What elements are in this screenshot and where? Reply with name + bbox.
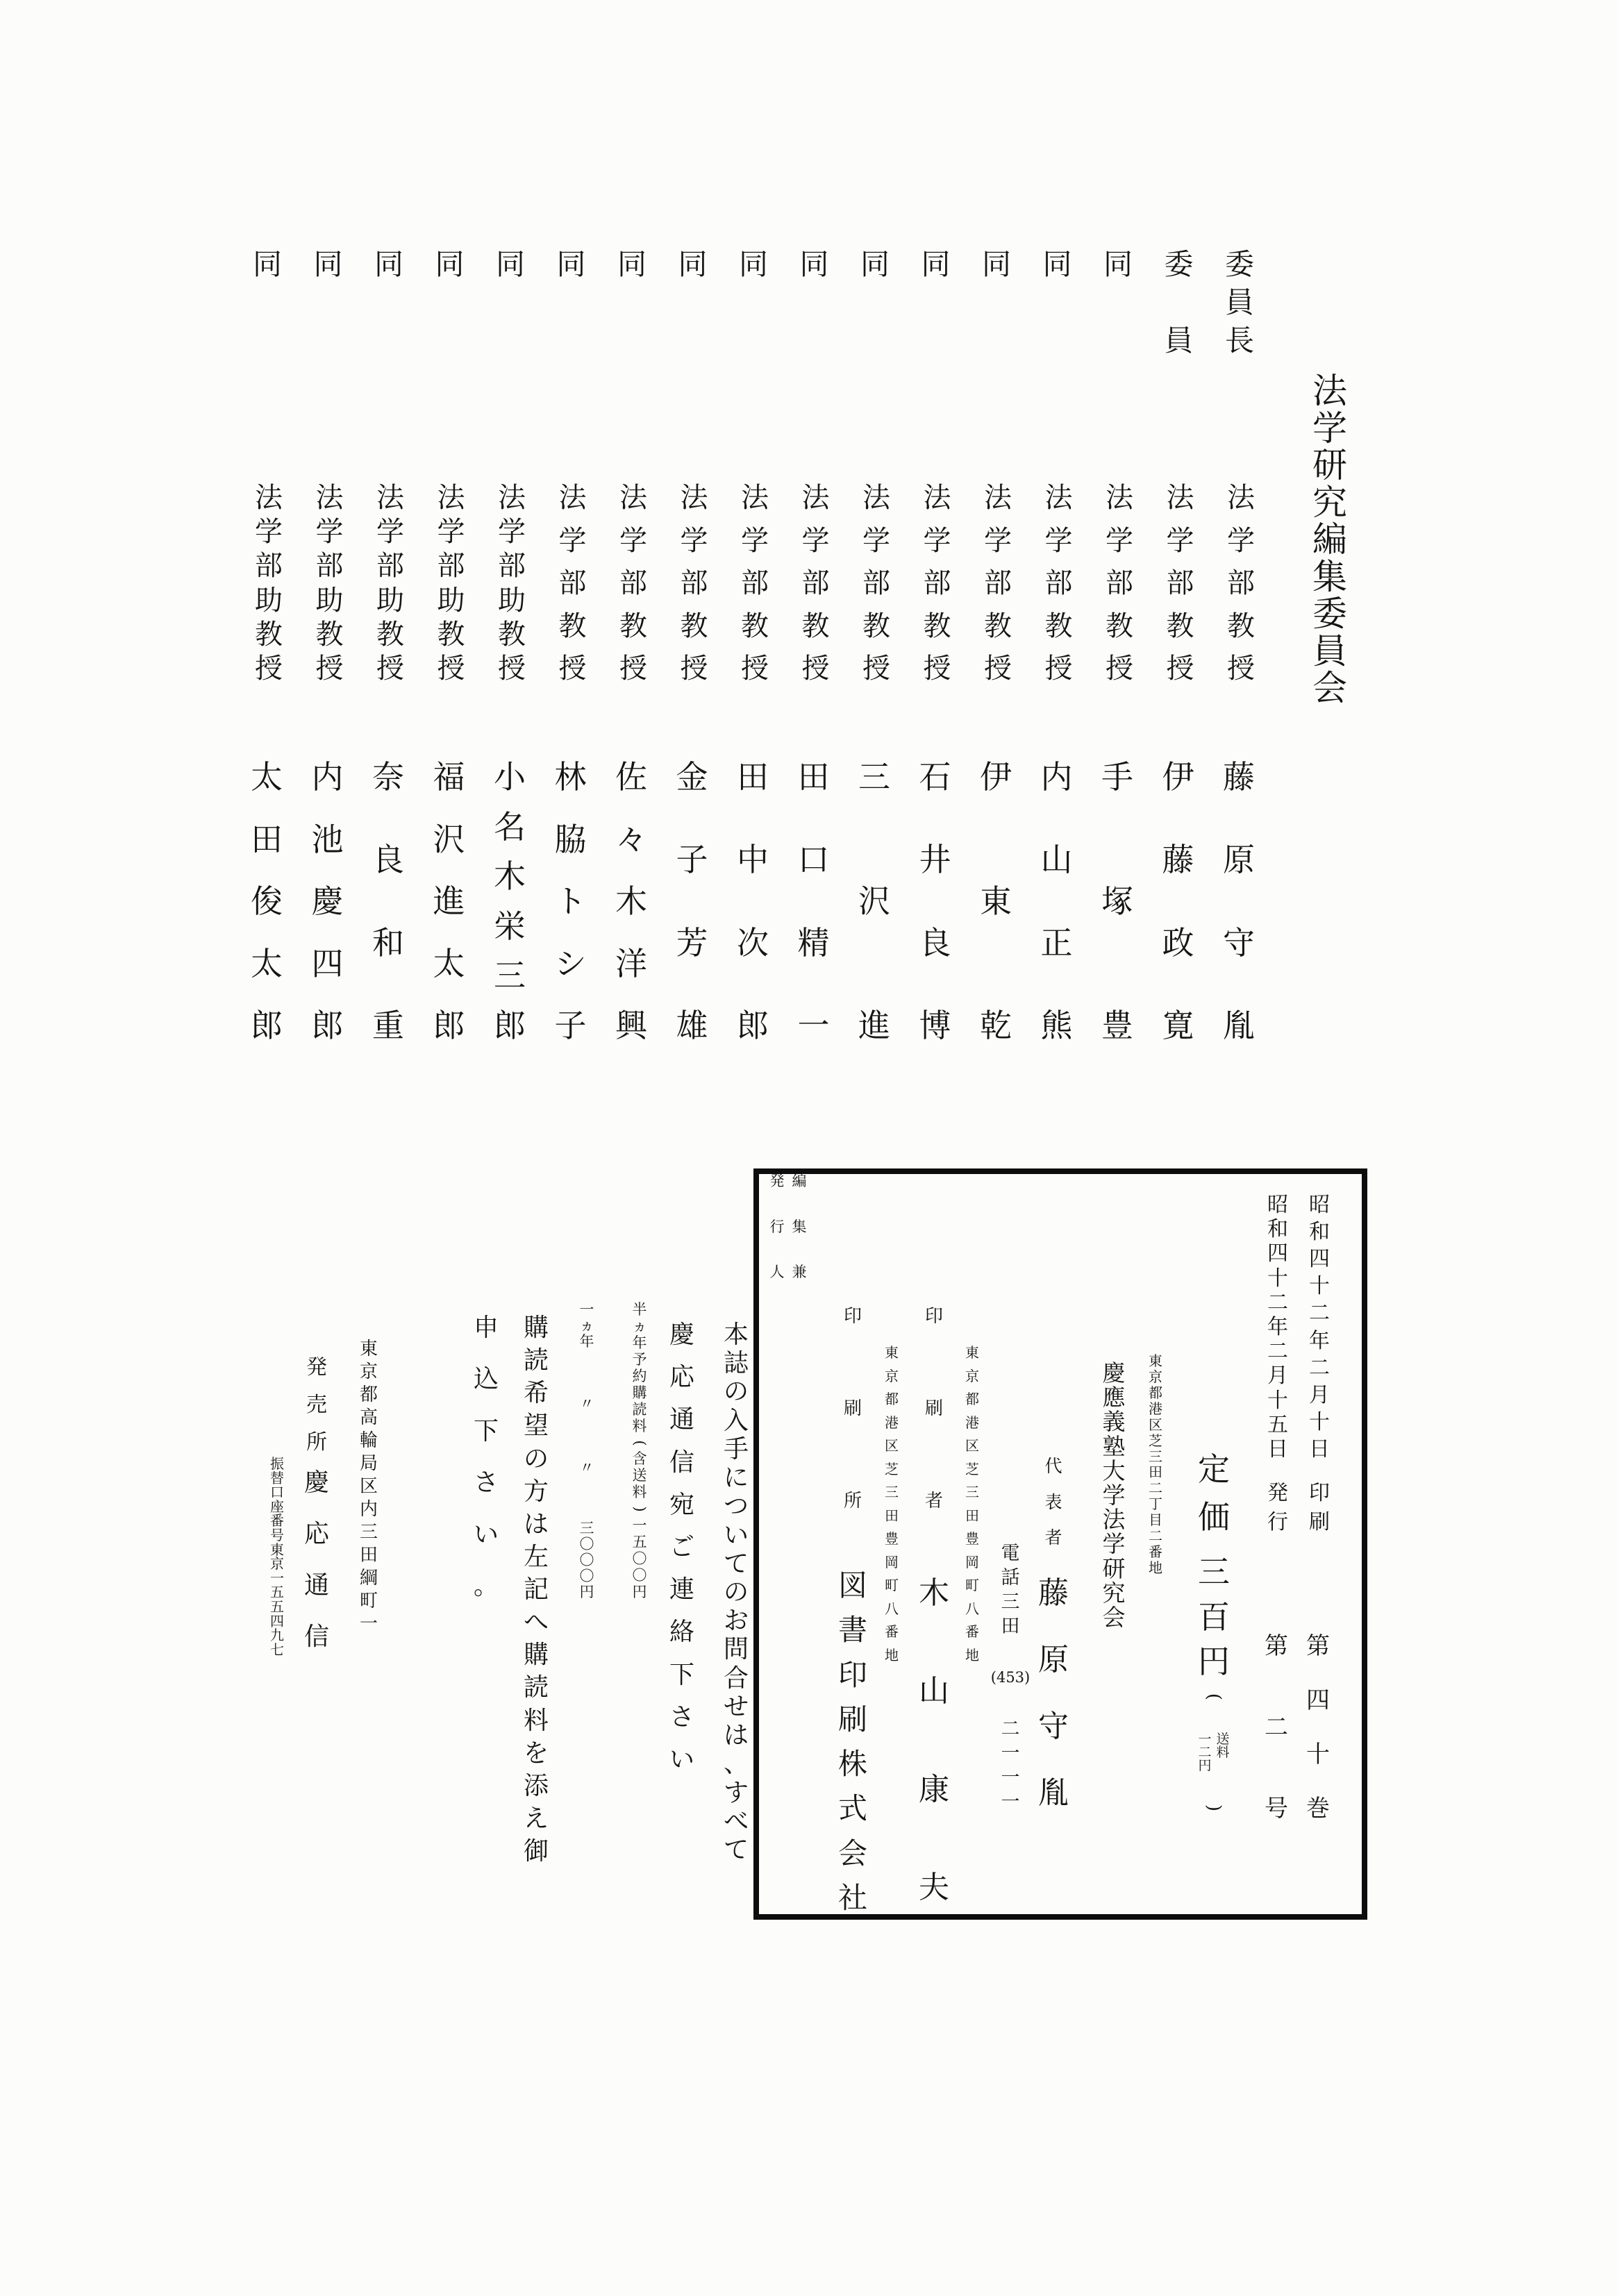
member-name: 太 田 俊 太 郎 bbox=[251, 758, 283, 1044]
committee-heading: 法 学 研 究 編 集 委 員 会 bbox=[1312, 371, 1347, 708]
phone-digits: 二 一 一 一 bbox=[1001, 1718, 1020, 1813]
member-title-label: 法 学 部 教 授 bbox=[1106, 482, 1133, 685]
member-role-label: 同 bbox=[738, 247, 768, 281]
member-role-label: 同 bbox=[617, 247, 647, 281]
printer-name: 木 山 康 夫 bbox=[919, 1575, 949, 1905]
editor-publisher-labels bbox=[759, 1174, 808, 1280]
committee-member-column bbox=[1094, 0, 1142, 1055]
member-name: 三 沢 進 bbox=[858, 758, 890, 1044]
member-title-label: 法 学 部 教 授 bbox=[984, 482, 1012, 685]
publisher-name: 慶 應 義 塾 大 学 法 学 研 究 会 bbox=[1102, 1359, 1126, 1631]
member-title-label: 法 学 部 教 授 bbox=[801, 482, 830, 685]
printer-address: 東 京 都 港 区 芝 三 田 豊 岡 町 八 番 地 bbox=[965, 1344, 979, 1664]
issue-number: 第 二 号 bbox=[1265, 1632, 1288, 1822]
member-title-label: 法 学 部 教 授 bbox=[862, 482, 890, 685]
member-name: 小 名 木 栄 三 郎 bbox=[494, 758, 526, 1044]
ditto-mark: 〃 bbox=[579, 1395, 594, 1412]
member-name: 伊 東 乾 bbox=[980, 758, 1012, 1044]
volume-number: 第 四 十 巻 bbox=[1306, 1632, 1330, 1822]
member-role-label: 同 bbox=[678, 247, 708, 281]
member-name: 石 井 良 博 bbox=[919, 758, 951, 1044]
member-name: 林 脇 ト シ 子 bbox=[554, 758, 587, 1044]
price-amount: 三 百 円 bbox=[1198, 1553, 1230, 1680]
member-title-label: 法 学 部 教 授 bbox=[741, 482, 769, 685]
committee-member-column bbox=[851, 0, 899, 1055]
member-name: 佐 々 木 洋 興 bbox=[615, 758, 647, 1044]
member-role-label: 同 bbox=[495, 247, 525, 281]
member-title-label: 法 学 部 助 教 授 bbox=[498, 482, 526, 685]
member-role-label: 同 bbox=[313, 247, 343, 281]
member-title-label: 法 学 部 助 教 授 bbox=[255, 482, 283, 685]
notice-line-4: 申 込 下 さ い 。 bbox=[473, 1314, 499, 1600]
representative-label: 代 表 者 bbox=[1044, 1456, 1062, 1548]
print-date: 昭 和 四 十 二 年 二 月 十 日 bbox=[1309, 1193, 1330, 1461]
member-role-label: 同 bbox=[799, 247, 829, 281]
member-name: 奈 良 和 重 bbox=[372, 758, 404, 1044]
member-name: 金 子 芳 雄 bbox=[676, 758, 708, 1044]
one-year-amount: 三 〇 〇 〇 円 bbox=[579, 1519, 594, 1600]
member-name: 藤 原 守 胤 bbox=[1223, 758, 1255, 1044]
committee-member-column bbox=[426, 0, 474, 1055]
one-year-subscription-line bbox=[572, 1302, 602, 1600]
member-name: 内 山 正 熊 bbox=[1040, 758, 1073, 1044]
member-role-label: 同 bbox=[252, 247, 282, 281]
member-title-label: 法 学 部 教 授 bbox=[1166, 482, 1194, 685]
committee-member-column bbox=[365, 0, 413, 1055]
phone-exchange: (453) bbox=[990, 1669, 1031, 1686]
seller-label: 発 売 所 bbox=[306, 1355, 327, 1455]
member-role-label: 同 bbox=[556, 247, 586, 281]
member-name: 田 口 精 一 bbox=[797, 758, 830, 1044]
postage-word: 送 料 bbox=[1216, 1731, 1230, 1760]
committee-member-column bbox=[486, 0, 535, 1055]
member-name: 福 沢 進 太 郎 bbox=[433, 758, 465, 1044]
member-role-label: 委 員 bbox=[1164, 247, 1194, 358]
colophon-box bbox=[753, 1168, 1367, 1920]
member-name: 手 塚 豊 bbox=[1101, 758, 1133, 1044]
member-role-label: 同 bbox=[1042, 247, 1072, 281]
editor-label: 編 集 兼 bbox=[792, 1173, 807, 1280]
committee-member-column bbox=[1155, 0, 1203, 1055]
committee-member-column bbox=[243, 0, 292, 1055]
price-label: 定 価 bbox=[1198, 1450, 1230, 1536]
member-role-label: 同 bbox=[1103, 247, 1133, 281]
member-name: 田 中 次 郎 bbox=[737, 758, 769, 1044]
half-year-subscription-line: 半 ヵ 年 予 約 購 読 料 ( 含 送 料 ) 一 五 〇 〇 円 bbox=[631, 1301, 649, 1600]
notice-line-2: 慶 応 通 信 宛 ご 連 絡 下 さ い bbox=[669, 1321, 694, 1774]
member-title-label: 法 学 部 助 教 授 bbox=[437, 482, 465, 685]
paren-close: ) bbox=[1203, 1804, 1224, 1812]
member-role-label: 同 bbox=[374, 247, 403, 281]
member-title-label: 法 学 部 助 教 授 bbox=[315, 482, 344, 685]
postal-transfer-account: 振 替 口 座 番 号 東 京 一 五 五 四 九 七 bbox=[270, 1455, 284, 1658]
publish-date: 昭 和 四 十 二 年 二 月 十 五 日 bbox=[1267, 1193, 1288, 1461]
member-role-label: 委 員 長 bbox=[1224, 247, 1254, 358]
notice-line-3: 購 読 希 望 の 方 は 左 記 へ 購 読 料 を 添 え 御 bbox=[523, 1314, 549, 1866]
member-role-label: 同 bbox=[921, 247, 951, 281]
committee-member-column bbox=[790, 0, 839, 1055]
member-title-label: 法 学 部 教 授 bbox=[923, 482, 951, 685]
printing-house-address: 東 京 都 港 区 芝 三 田 豊 岡 町 八 番 地 bbox=[885, 1344, 899, 1664]
seller-name: 慶 応 通 信 bbox=[303, 1468, 329, 1651]
member-title-label: 法 学 部 教 授 bbox=[619, 482, 647, 685]
publisher-address: 東 京 都 港 区 芝 三 田 二 丁 目 二 番 地 bbox=[1149, 1352, 1162, 1576]
representative-name: 藤 原 守 胤 bbox=[1038, 1575, 1069, 1811]
phone-number-column bbox=[990, 1543, 1031, 1813]
printing-house-label: 印 刷 所 bbox=[843, 1306, 862, 1511]
print-label: 印 刷 bbox=[1309, 1481, 1330, 1534]
member-title-label: 法 学 部 教 授 bbox=[680, 482, 708, 685]
member-role-label: 同 bbox=[435, 247, 465, 281]
printer-label: 印 刷 者 bbox=[924, 1306, 943, 1511]
committee-member-column bbox=[1215, 0, 1264, 1055]
committee-member-list bbox=[243, 0, 1264, 1055]
committee-member-column bbox=[1033, 0, 1082, 1055]
paren-open: ( bbox=[1203, 1693, 1224, 1701]
postage-amount: 一 二 円 bbox=[1198, 1731, 1212, 1773]
issuer-label: 発 行 人 bbox=[769, 1173, 785, 1280]
member-role-label: 同 bbox=[981, 247, 1011, 281]
postage-note bbox=[1189, 1686, 1239, 1818]
member-title-label: 法 学 部 助 教 授 bbox=[376, 482, 404, 685]
member-name: 内 池 慶 四 郎 bbox=[311, 758, 344, 1044]
seller-address: 東 京 都 高 輪 局 区 内 三 田 綱 町 一 bbox=[359, 1339, 378, 1634]
ditto-mark: 〃 bbox=[579, 1459, 594, 1477]
committee-member-column bbox=[547, 0, 596, 1055]
committee-member-column bbox=[912, 0, 960, 1055]
member-title-label: 法 学 部 教 授 bbox=[558, 482, 587, 685]
one-year-label: 一 ヵ 年 bbox=[579, 1301, 594, 1350]
phone-prefix: 電 話 三 田 bbox=[1001, 1543, 1020, 1637]
committee-member-column bbox=[972, 0, 1021, 1055]
member-role-label: 同 bbox=[860, 247, 890, 281]
member-name: 伊 藤 政 寛 bbox=[1162, 758, 1194, 1044]
publish-label: 発 行 bbox=[1267, 1481, 1288, 1534]
committee-member-column bbox=[304, 0, 353, 1055]
committee-member-column bbox=[608, 0, 656, 1055]
printing-house-name: 図 書 印 刷 株 式 会 社 bbox=[837, 1568, 867, 1915]
member-title-label: 法 学 部 教 授 bbox=[1227, 482, 1255, 685]
committee-member-column bbox=[669, 0, 717, 1055]
member-title-label: 法 学 部 教 授 bbox=[1044, 482, 1073, 685]
postage-note-columns bbox=[1197, 1733, 1231, 1773]
notice-line-1: 本 誌 の 入 手 に つ い て の お 問 合 せ は 、 す べ て bbox=[723, 1321, 749, 1864]
committee-member-column bbox=[729, 0, 778, 1055]
